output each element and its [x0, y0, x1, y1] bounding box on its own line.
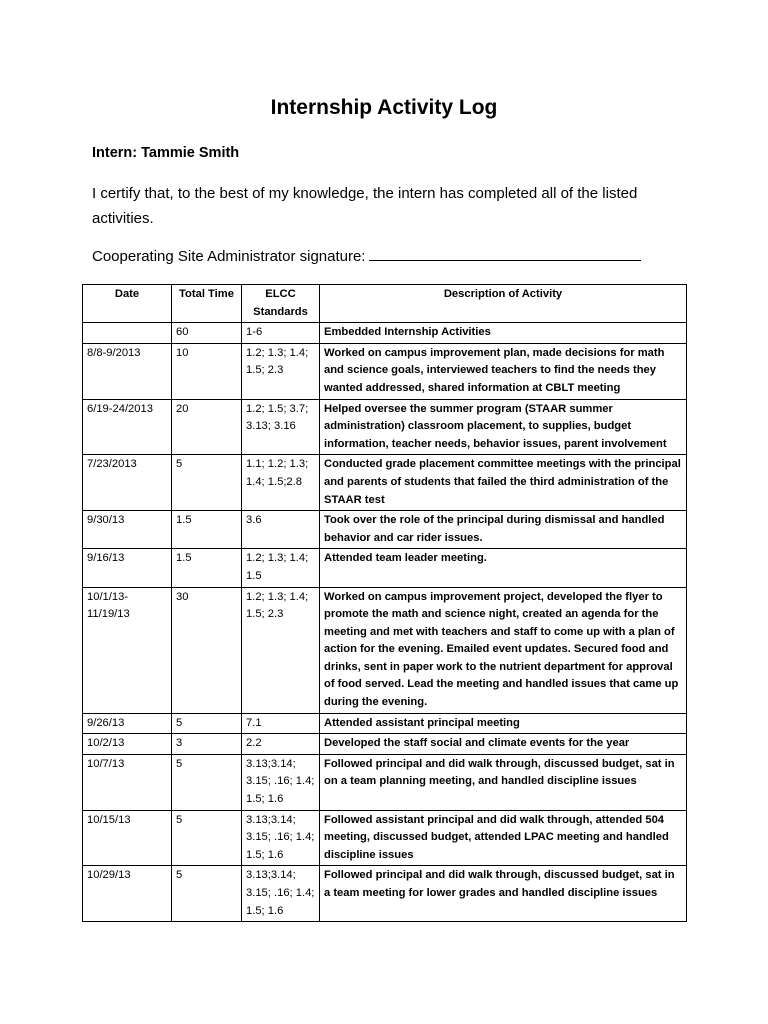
- cell-description: Took over the role of the principal during dismissal and handled behavior and car rider issues.: [320, 511, 687, 549]
- table-header-row: [83, 285, 687, 323]
- cell-standards: 1.2; 1.3; 1.4; 1.5; 2.3: [242, 587, 320, 713]
- cell-time: 1.5: [172, 511, 242, 549]
- page-title: Internship Activity Log: [270, 96, 498, 119]
- table-row: [83, 549, 687, 587]
- signature-block: [92, 246, 692, 265]
- cell-description: Worked on campus improvement project, developed the flyer to promote the math and science night, created an agenda for the meeting and met with teachers and staff to come up with a plan of action for the evening. Emailed event updates. Secured food and drinks, sent in paper work to the nutrient department for approval of food served. Lead the meeting and handled issues that came up during the evening.: [320, 587, 687, 713]
- cell-description: Conducted grade placement committee meetings with the principal and parents of students that failed the third administration of the STAAR test: [320, 455, 687, 511]
- cell-time: 5: [172, 455, 242, 511]
- cell-time: 3: [172, 734, 242, 755]
- table-row: [83, 343, 687, 399]
- cell-standards: 3.6: [242, 511, 320, 549]
- cell-time: 5: [172, 866, 242, 922]
- intern-name: Intern: Tammie Smith: [92, 145, 240, 161]
- table-row: [83, 754, 687, 810]
- cell-date: [83, 323, 172, 344]
- cell-time: 20: [172, 399, 242, 455]
- cell-time: 10: [172, 343, 242, 399]
- cell-date: 10/29/13: [83, 866, 172, 922]
- cell-time: 30: [172, 587, 242, 713]
- certification-statement: I certify that, to the best of my knowledge, the intern has completed all of the listed activities.: [92, 185, 638, 227]
- cell-date: 10/2/13: [83, 734, 172, 755]
- table-row: [83, 399, 687, 455]
- cell-date: 10/7/13: [83, 754, 172, 810]
- column-header-time: Total Time: [172, 285, 242, 323]
- table-row: [83, 734, 687, 755]
- cell-time: 5: [172, 810, 242, 866]
- cell-description: Attended assistant principal meeting: [320, 713, 687, 734]
- table-row: [83, 323, 687, 344]
- cell-standards: 1.1; 1.2; 1.3; 1.4; 1.5;2.8: [242, 455, 320, 511]
- table-row: [83, 511, 687, 549]
- cell-standards: 3.13;3.14; 3.15; .16; 1.4; 1.5; 1.6: [242, 866, 320, 922]
- cell-description: Developed the staff social and climate events for the year: [320, 734, 687, 755]
- cell-description: Worked on campus improvement plan, made decisions for math and science goals, interviewed teachers to find the needs they wanted addressed, shared information at CBLT meeting: [320, 343, 687, 399]
- cell-description: Attended team leader meeting.: [320, 549, 687, 587]
- cell-time: 60: [172, 323, 242, 344]
- activity-log-table: [82, 284, 687, 922]
- table-row: [83, 713, 687, 734]
- cell-standards: 3.13;3.14; 3.15; .16; 1.4; 1.5; 1.6: [242, 754, 320, 810]
- cell-date: 8/8-9/2013: [83, 343, 172, 399]
- cell-standards: 1.2; 1.3; 1.4; 1.5; 2.3: [242, 343, 320, 399]
- cell-date: 10/1/13-11/19/13: [83, 587, 172, 713]
- table-row: [83, 810, 687, 866]
- cell-date: 6/19-24/2013: [83, 399, 172, 455]
- cell-time: 1.5: [172, 549, 242, 587]
- cell-time: 5: [172, 754, 242, 810]
- column-header-date: Date: [83, 285, 172, 323]
- cell-standards: 2.2: [242, 734, 320, 755]
- cell-description: Followed principal and did walk through, discussed budget, sat in a team meeting for lower grades and handled discipline issues: [320, 866, 687, 922]
- cell-description: Followed assistant principal and did walk through, attended 504 meeting, discussed budget, attended LPAC meeting and handled discipline issues: [320, 810, 687, 866]
- cell-standards: 3.13;3.14; 3.15; .16; 1.4; 1.5; 1.6: [242, 810, 320, 866]
- cell-description: Embedded Internship Activities: [320, 323, 687, 344]
- cell-date: 10/15/13: [83, 810, 172, 866]
- cell-time: 5: [172, 713, 242, 734]
- cell-date: 9/30/13: [83, 511, 172, 549]
- cell-standards: 1.2; 1.3; 1.4; 1.5: [242, 549, 320, 587]
- table-row: [83, 587, 687, 713]
- cell-standards: 7.1: [242, 713, 320, 734]
- column-header-description: Description of Activity: [320, 285, 687, 323]
- cell-date: 9/26/13: [83, 713, 172, 734]
- cell-description: Helped oversee the summer program (STAAR summer administration) classroom placement, to supplies, budget information, teacher needs, behavior issues, parent involvement: [320, 399, 687, 455]
- signature-label: Cooperating Site Administrator signature:: [92, 248, 366, 265]
- table-row: [83, 866, 687, 922]
- cell-description: Followed principal and did walk through, discussed budget, sat in on a team planning meeting, and handled discipline issues: [320, 754, 687, 810]
- cell-standards: 1-6: [242, 323, 320, 344]
- cell-standards: 1.2; 1.5; 3.7; 3.13; 3.16: [242, 399, 320, 455]
- cell-date: 7/23/2013: [83, 455, 172, 511]
- table-row: [83, 455, 687, 511]
- column-header-standards: ELCC Standards: [242, 285, 320, 323]
- cell-date: 9/16/13: [83, 549, 172, 587]
- signature-line: [369, 246, 641, 261]
